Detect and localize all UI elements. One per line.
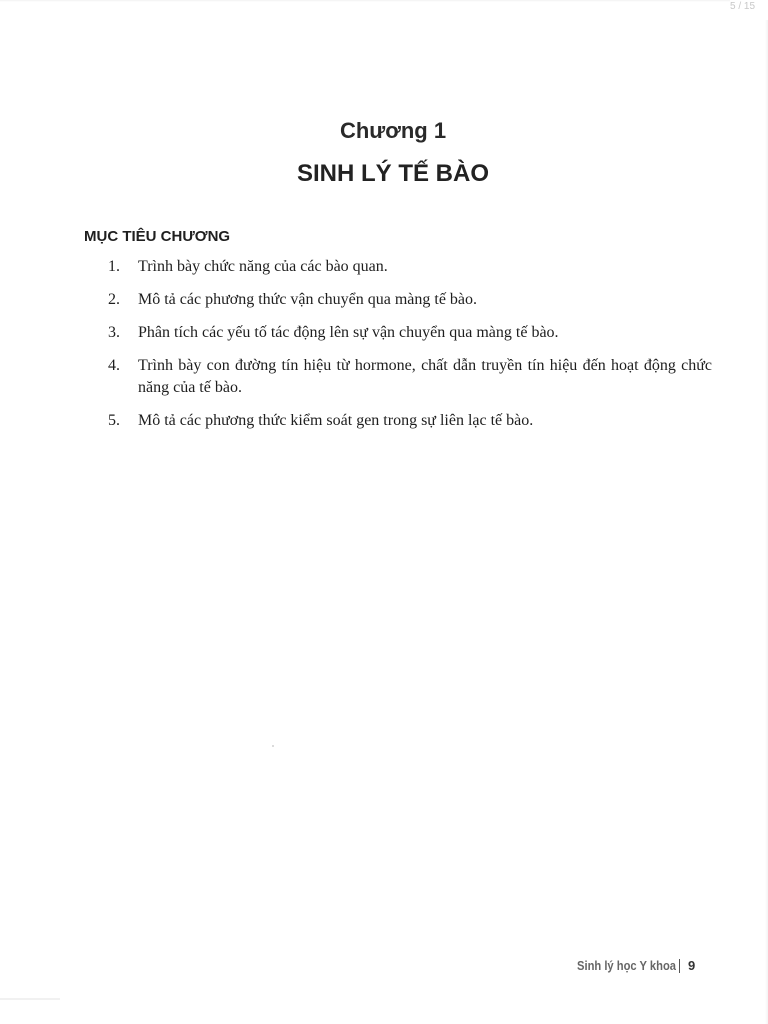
objective-item — [108, 289, 712, 311]
objective-number: 5. — [108, 412, 120, 429]
objective-item — [108, 410, 712, 432]
objective-number: 4. — [108, 357, 120, 374]
scan-speck — [272, 745, 274, 747]
footer-book-title: Sinh lý học Y khoa — [577, 958, 676, 973]
page-counter: 5 / 15 — [730, 1, 756, 12]
page-footer — [577, 958, 695, 973]
objective-number: 3. — [108, 324, 120, 341]
objective-text: Trình bày con đường tín hiệu từ hormone, chất dẫn truyền tín hiệu đến hoạt động chức năng của tế bào. — [138, 357, 712, 396]
footer-page-number: 9 — [688, 958, 696, 973]
objective-text: Phân tích các yếu tố tác động lên sự vận chuyển qua màng tế bào. — [138, 324, 559, 341]
objectives-list — [108, 256, 712, 443]
objective-number: 2. — [108, 291, 120, 308]
objective-text: Mô tả các phương thức kiểm soát gen trong sự liên lạc tế bào. — [138, 412, 534, 429]
footer-separator — [679, 959, 680, 973]
objective-text: Trình bày chức năng của các bào quan. — [138, 258, 388, 275]
scan-edge-top — [0, 0, 730, 2]
objective-item — [108, 256, 712, 278]
objective-text: Mô tả các phương thức vận chuyển qua màng tế bào. — [138, 291, 478, 308]
section-heading: MỤC TIÊU CHƯƠNG — [84, 228, 231, 245]
chapter-number: Chương 1 — [339, 118, 447, 143]
objective-item — [108, 322, 712, 344]
chapter-title: SINH LÝ TẾ BÀO — [296, 160, 489, 187]
objective-number: 1. — [108, 258, 120, 275]
objective-item — [108, 355, 712, 399]
scan-edge-bottom — [0, 998, 60, 1000]
